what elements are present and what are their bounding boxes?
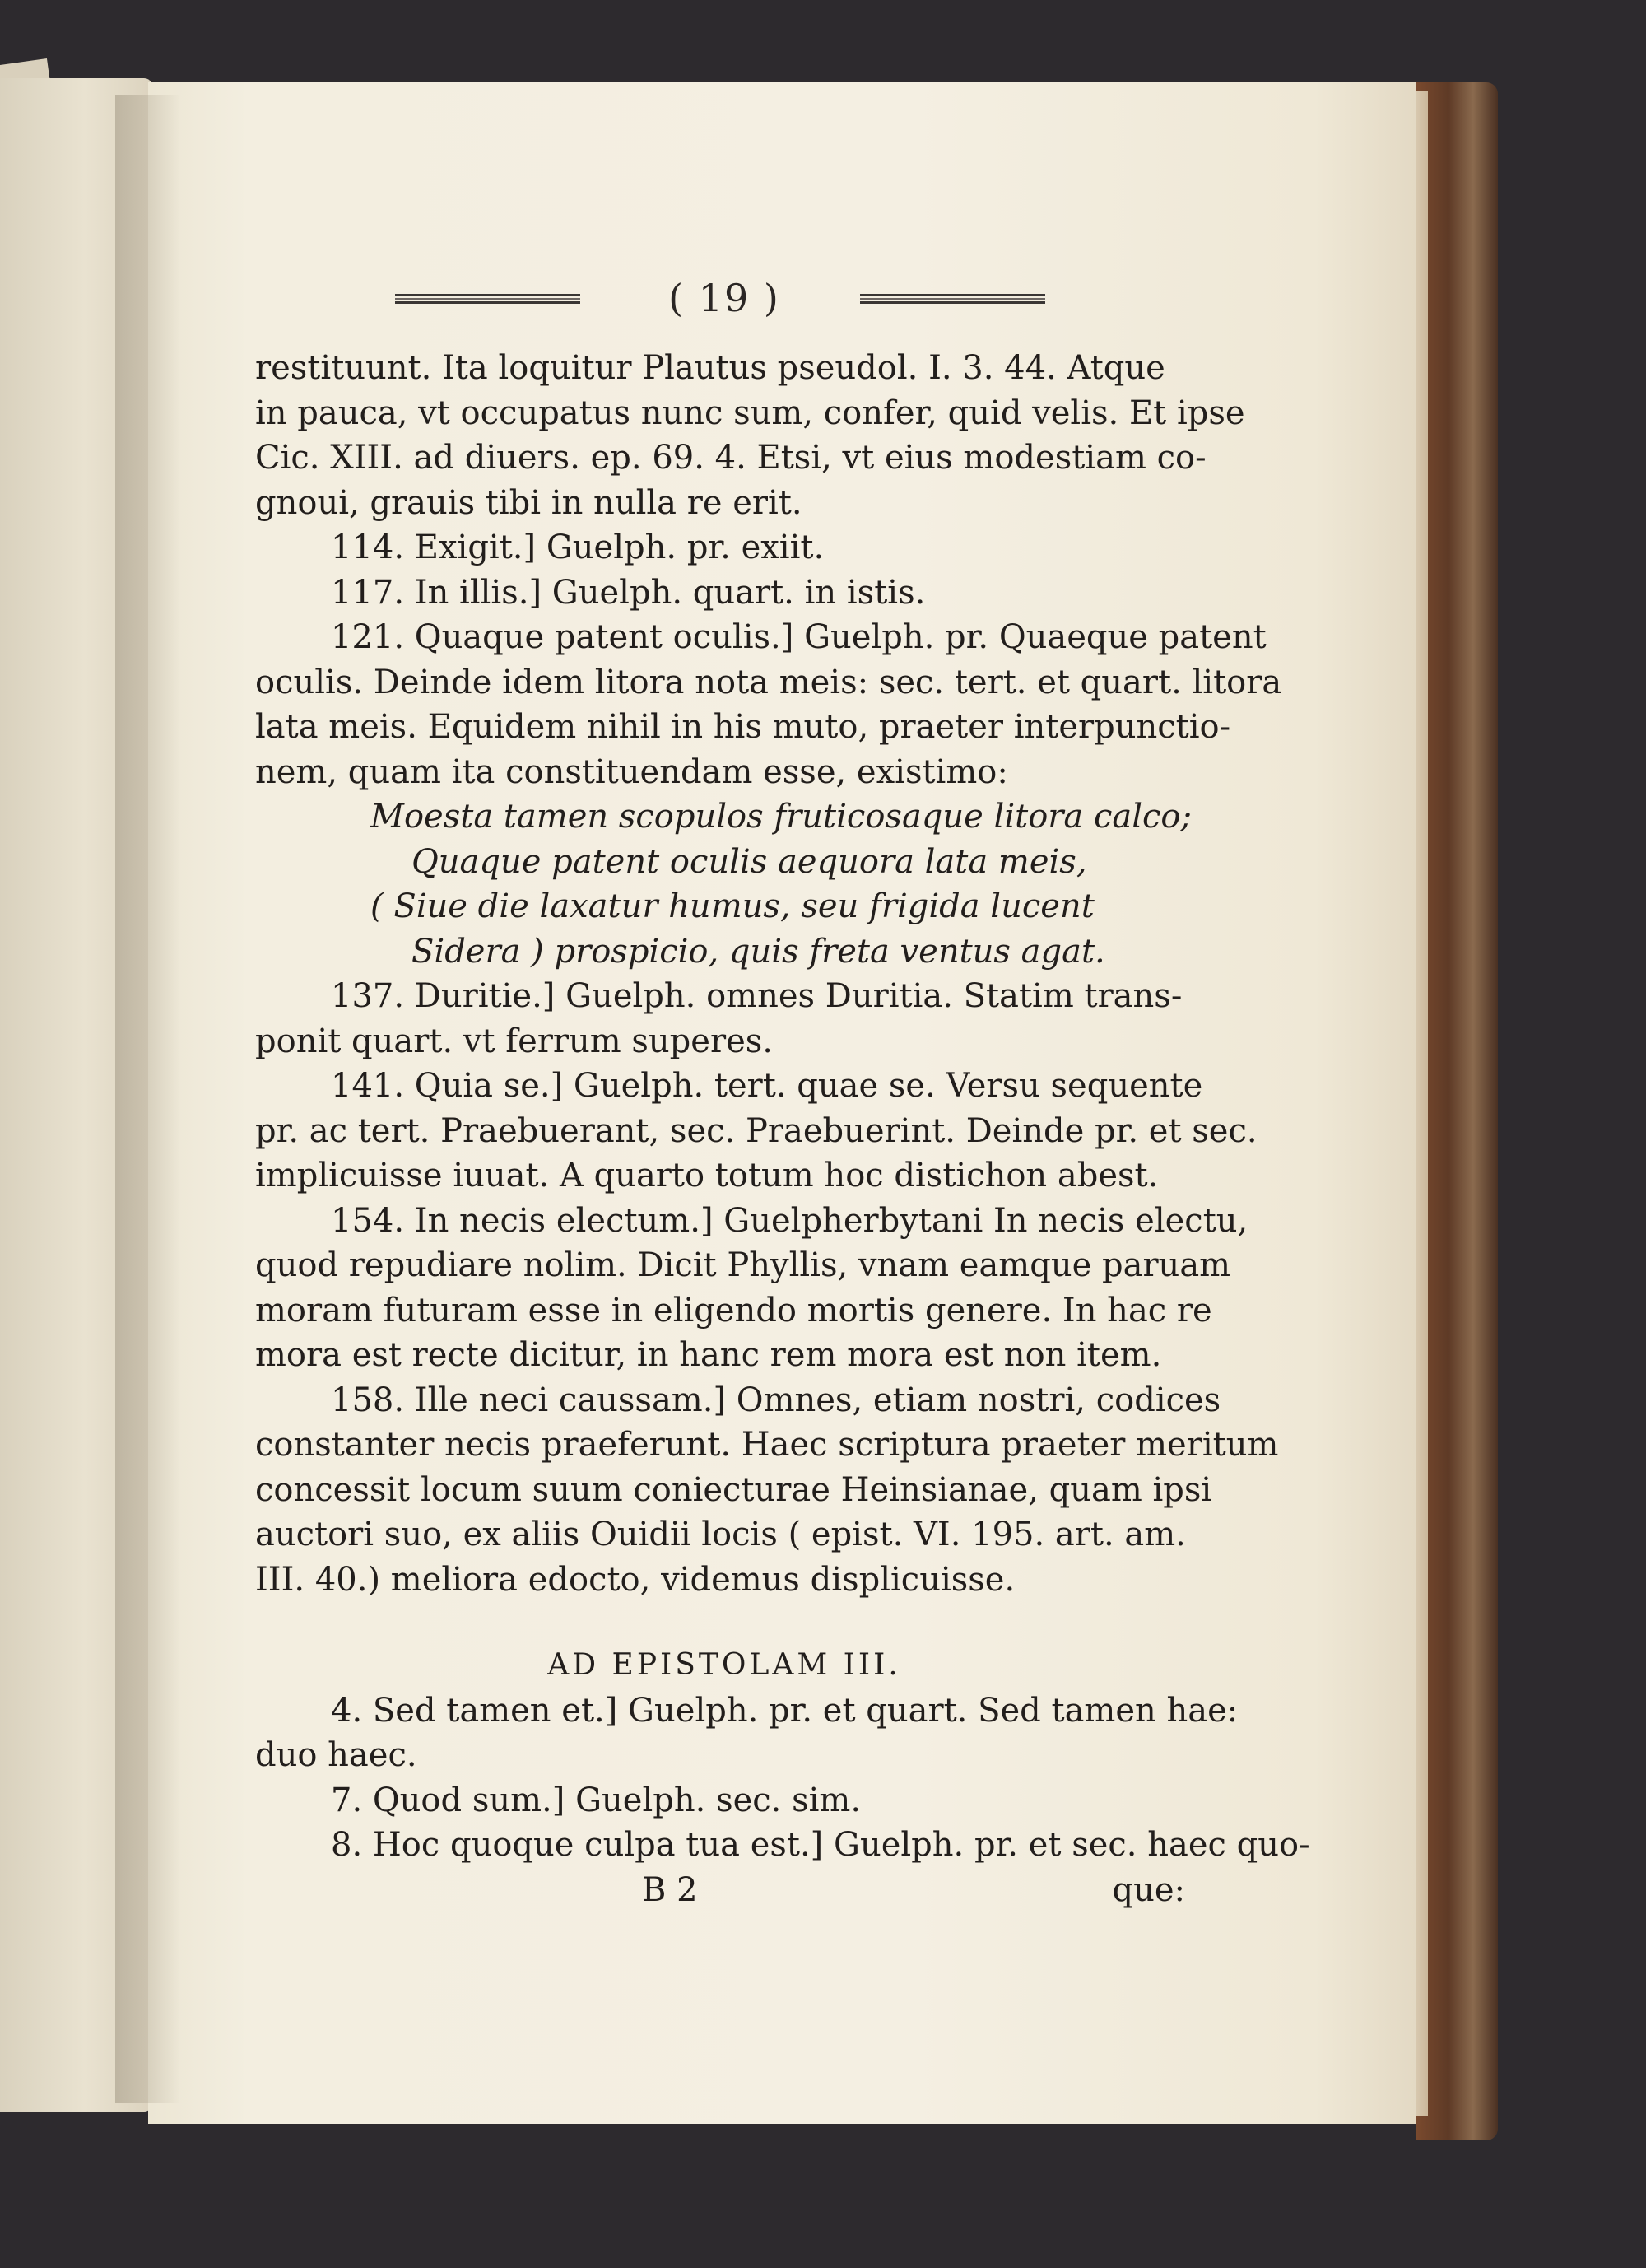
signature-mark: B 2 — [642, 1870, 698, 1909]
verse-line: Sidera ) prospicio, quis freta ventus agat. — [412, 932, 1105, 971]
text-line: mora est recte dicitur, in hanc rem mora est non item. — [255, 1336, 1162, 1374]
verse-line: Moesta tamen scopulos fruticosaque litora calco; — [370, 798, 1192, 836]
note-entry: 141. Quia se.] Guelph. tert. quae se. Versu sequente — [331, 1067, 1203, 1105]
note-entry: 158. Ille neci caussam.] Omnes, etiam nostri, codices — [331, 1381, 1221, 1419]
note-entry: 4. Sed tamen et.] Guelph. pr. et quart. Sed tamen hae: — [331, 1691, 1239, 1730]
text-line: Cic. XIII. ad diuers. ep. 69. 4. Etsi, vt eius modestiam co- — [255, 439, 1207, 477]
note-entry: 137. Duritie.] Guelph. omnes Duritia. Statim trans- — [331, 977, 1183, 1015]
text-line: auctori suo, ex aliis Ouidii locis ( epist. VI. 195. art. am. — [255, 1516, 1186, 1553]
text-line: restituunt. Ita loquitur Plautus pseudol. I. 3. 44. Atque — [255, 349, 1165, 387]
page-text — [255, 346, 1310, 1912]
note-entry: 117. In illis.] Guelph. quart. in istis. — [331, 573, 926, 612]
verse-line: Quaque patent oculis aequora lata meis, — [412, 842, 1087, 881]
verse-line: ( Siue die laxatur humus, seu frigida lucent — [370, 887, 1095, 925]
text-line: gnoui, grauis tibi in nulla re erit. — [255, 483, 802, 522]
ornamental-rule-right — [860, 294, 1045, 304]
note-entry: 121. Quaque patent oculis.] Guelph. pr. Quaeque patent — [331, 618, 1267, 656]
note-entry: 8. Hoc quoque culpa tua est.] Guelph. pr. et sec. haec quo- — [331, 1826, 1310, 1864]
text-line: constanter necis praeferunt. Haec scriptura praeter meritum — [255, 1426, 1279, 1464]
text-line: duo haec. — [255, 1736, 417, 1774]
running-head — [395, 276, 1053, 325]
text-line: implicuisse iuuat. A quarto totum hoc distichon abest. — [255, 1157, 1159, 1195]
ornamental-rule-left — [395, 294, 580, 304]
section-heading: AD EPISTOLAM III. — [547, 1648, 901, 1682]
text-line: nem, quam ita constituendam esse, existimo: — [255, 752, 1008, 791]
text-line: pr. ac tert. Praebuerant, sec. Praebuerint. Deinde pr. et sec. — [255, 1111, 1258, 1150]
text-line: III. 40.) meliora edocto, videmus displicuisse. — [255, 1560, 1016, 1599]
page-number: ( 19 ) — [668, 276, 780, 320]
page-footer — [255, 1868, 1193, 1913]
text-line: ponit quart. vt ferrum superes. — [255, 1022, 773, 1060]
book-cover — [1416, 82, 1498, 2140]
text-line: lata meis. Equidem nihil in his muto, praeter interpunctio- — [255, 708, 1231, 746]
text-line: quod repudiare nolim. Dicit Phyllis, vnam eamque paruam — [255, 1246, 1231, 1284]
text-line: in pauca, vt occupatus nunc sum, confer, quid velis. Et ipse — [255, 394, 1245, 432]
gutter-shadow — [115, 95, 181, 2103]
note-entry: 114. Exigit.] Guelph. pr. exiit. — [331, 529, 825, 566]
note-entry: 154. In necis electum.] Guelpherbytani In necis electu, — [331, 1201, 1248, 1240]
note-entry: 7. Quod sum.] Guelph. sec. sim. — [331, 1781, 862, 1819]
text-line: moram futuram esse in eligendo mortis genere. In hac re — [255, 1291, 1212, 1330]
catchword: que: — [1112, 1870, 1185, 1909]
text-line: oculis. Deinde idem litora nota meis: sec. tert. et quart. litora — [255, 663, 1282, 701]
text-line: concessit locum suum coniecturae Heinsianae, quam ipsi — [255, 1470, 1212, 1509]
